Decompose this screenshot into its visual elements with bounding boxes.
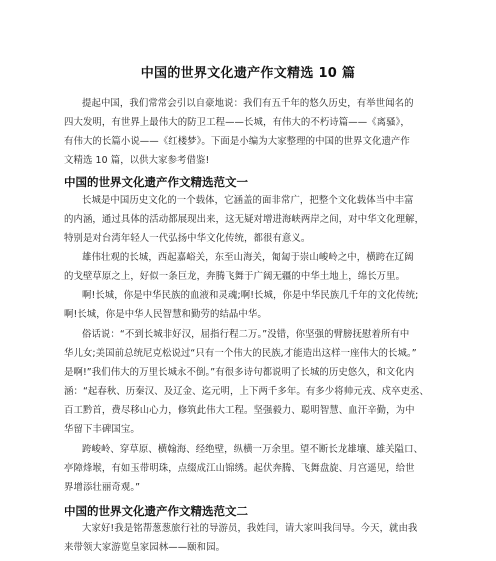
paragraph-line: 长城是中国历史文化的一个载体，它涵盖的面非常广，把整个文化载体当中丰富 <box>82 195 414 206</box>
paragraph-line: 的内涵，通过具体的活动都展现出来，这无疑对增进海峡两岸之间，对中华文化理解， <box>64 214 425 225</box>
paragraph-line: 俗话说：“不到长城非好汉，屈指行程二万。”没错，你坚强的臂膀抚慰着所有中 <box>82 329 410 340</box>
paragraph-line: 百工黔首，费尽移山心力，修筑此伟大工程。坚强毅力、聪明智慧、血汗辛勤，为中 <box>64 405 415 416</box>
paragraph-line: 跨峻岭、穿草原、横翰海、经绝壁，纵横一万余里。望不断长龙雄壤、雄关隘口、 <box>82 444 424 455</box>
intro-line: 提起中国，我们常常会引以自豪地说：我们有五千年的悠久历史，有举世闻名的 <box>82 98 414 109</box>
paragraph-line: 华儿女;美国前总统尼克松说过“只有一个伟大的民族,才能造出这样一座伟大的长城。” <box>64 348 417 359</box>
intro-line: 文精选 10 篇，以供大家参考借鉴! <box>64 155 210 166</box>
paragraph-line: 亭障烽堠，有如玉带明珠，点缀成江山锦绣。起伏奔腾、飞舞盘旋、月宫遥见，给世 <box>64 463 415 474</box>
section-heading: 中国的世界文化遗产作文精选范文一 <box>64 175 248 189</box>
paragraph-line: 特别是对台湾年轻人一代弘扬中华文化传统，都很有意义。 <box>64 233 311 244</box>
intro-line: 有伟大的长篇小说——《红楼梦》。下面是小编为大家整理的中国的世界文化遗产作 <box>64 136 410 147</box>
paragraph-line: 华留下丰碑国宝。 <box>64 424 140 435</box>
paragraph-line: 界增添壮丽奇观。” <box>64 482 141 493</box>
paragraph-line: 涵：“起春秋、历秦汉、及辽金、迄元明，上下两千多年。有多少将帅元戎、戍卒吏丞、 <box>64 386 430 397</box>
paragraph-line: 雄伟壮观的长城，西起嘉峪关，东至山海关，匍匐于崇山峻岭之中，横跨在辽阔 <box>82 252 414 263</box>
paragraph-line: 的戈壁草原之上，好似一条巨龙，奔腾飞舞于广阔无疆的中华土地上，绵长万里。 <box>64 271 406 282</box>
paragraph-line: 啊!长城，你是中华人民智慧和勤劳的结晶中华。 <box>64 309 267 320</box>
paragraph-line: 来带领大家游览皇家园林——颐和园。 <box>64 542 226 553</box>
paragraph-line: 是啊!”我们伟大的万里长城永不倒。”有很多诗句都说明了长城的历史悠久，和文化内 <box>64 367 415 378</box>
paragraph-line: 啊!长城，你是中华民族的血液和灵魂;啊!长城，你是中华民族几千年的文化传统; <box>82 290 419 301</box>
intro-line: 四大发明，有世界上最伟大的防卫工程——长城，有伟大的不朽诗篇——《离骚》， <box>64 117 410 128</box>
section-heading: 中国的世界文化遗产作文精选范文二 <box>64 504 248 518</box>
document-title: 中国的世界文化遗产作文精选 10 篇 <box>140 66 356 81</box>
paragraph-line: 大家好!我是铭帮葱葱旅行社的导游员，我姓闫，请大家叫我闫导。今天，就由我 <box>82 523 418 534</box>
